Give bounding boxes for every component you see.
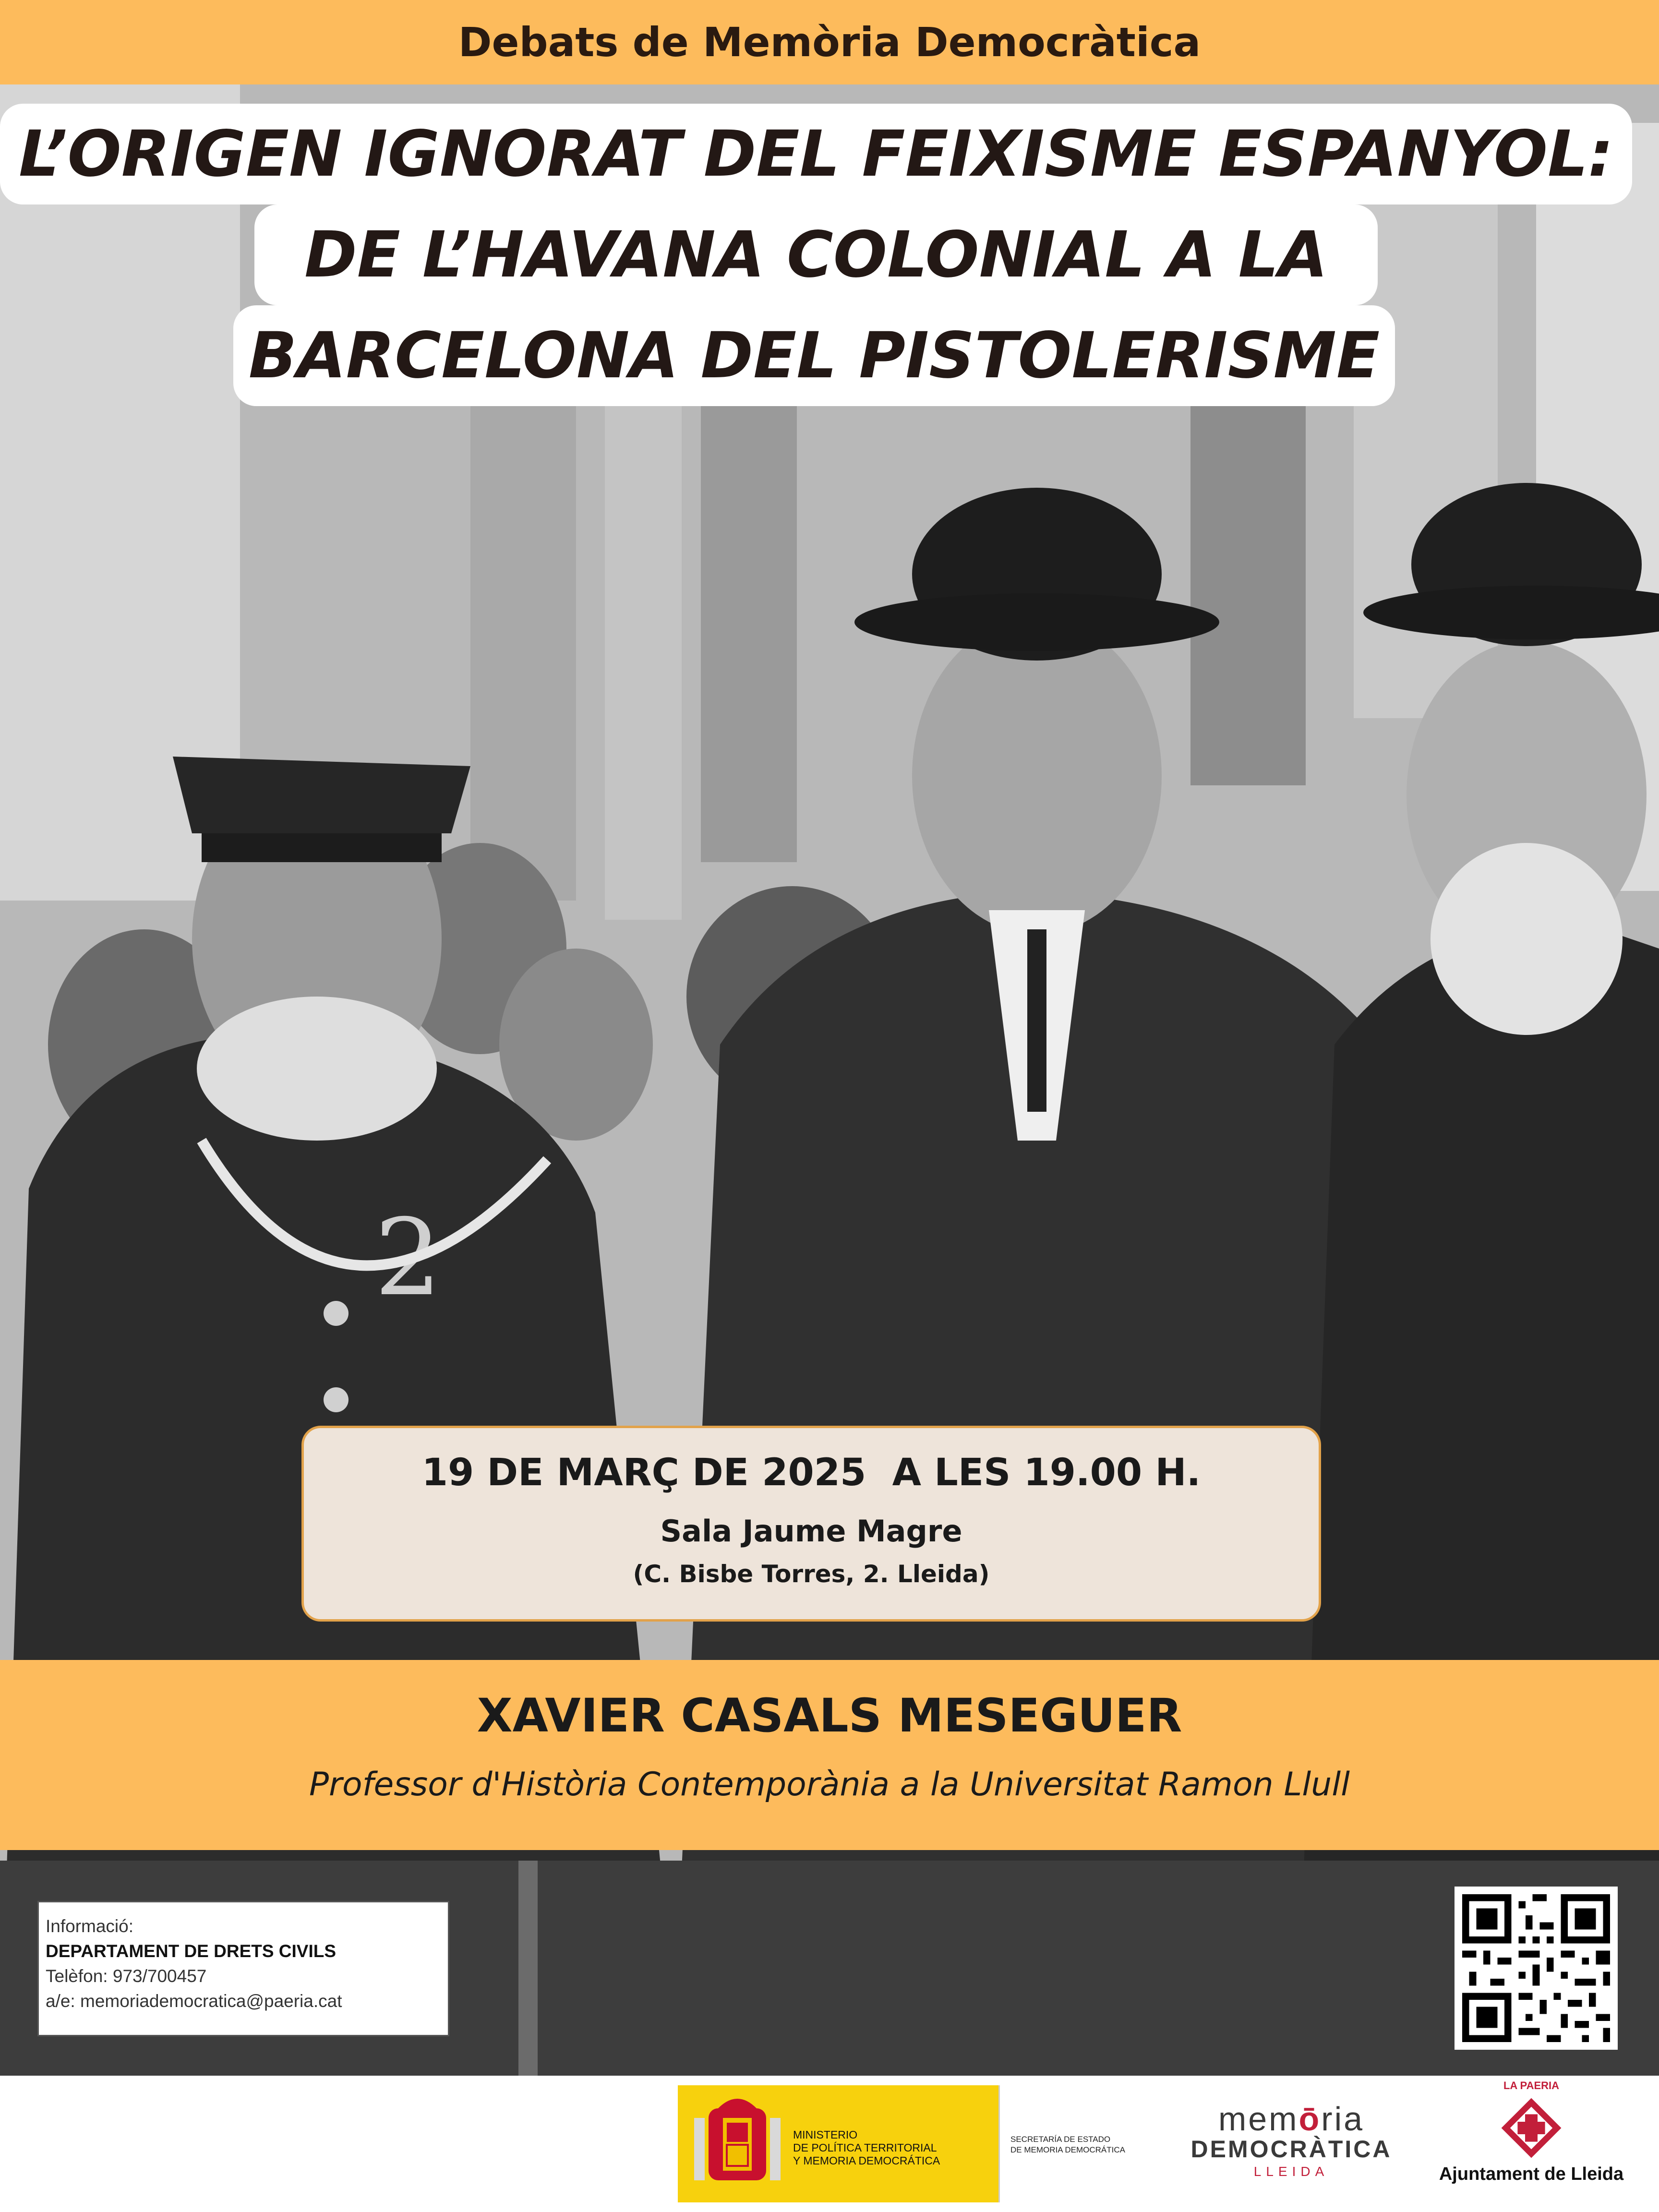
paeria-label: LA PAERIA: [1503, 2080, 1560, 2092]
title-line-3: BARCELONA DEL PISTOLERISME: [233, 305, 1395, 406]
memoria-top-b: ō: [1298, 2100, 1322, 2138]
info-email[interactable]: a/e: memoriademocratica@paeria.cat: [46, 1991, 342, 2011]
title-line-1: L’ORIGEN IGNORAT DEL FEIXISME ESPANYOL:: [0, 104, 1632, 204]
info-department: DEPARTAMENT DE DRETS CIVILS: [46, 1941, 337, 1961]
memoria-democratica-logo: [1186, 2100, 1397, 2179]
secretaria-line-2: DE MEMORIA DEMOCRÁTICA: [1010, 2145, 1125, 2154]
series-header: [0, 0, 1659, 84]
spain-coat-of-arms-icon: [689, 2089, 785, 2200]
ministry-line-2: DE POLÍTICA TERRITORIAL: [793, 2141, 937, 2154]
paeria-emblem-icon: [1500, 2097, 1563, 2159]
memoria-mid: DEMOCRÀTICA: [1190, 2136, 1392, 2163]
event-date-time: 19 DE MARÇ DE 2025 A LES 19.00 H.: [421, 1451, 1201, 1494]
speaker-role: Professor d'Història Contemporània a la Universitat Ramon Llull: [309, 1766, 1350, 1803]
title-line-2: DE L’HAVANA COLONIAL A LA: [254, 204, 1378, 305]
qr-code-icon: [1462, 1894, 1610, 2042]
ministry-line-3: Y MEMORIA DEMOCRÁTICA: [793, 2154, 940, 2167]
ministry-line-1: MINISTERIO: [793, 2128, 858, 2141]
secretaria-logo: [998, 2085, 1158, 2202]
info-label: Informació:: [46, 1916, 134, 1936]
uniform-number: 2: [374, 1196, 442, 1319]
event-address: (C. Bisbe Torres, 2. Lleida): [633, 1560, 990, 1588]
speaker-band: [0, 1660, 1659, 1850]
ajuntament-label: Ajuntament de Lleida: [1439, 2164, 1624, 2184]
speaker-name: XAVIER CASALS MESEGUER: [477, 1689, 1182, 1743]
event-details-box: [301, 1426, 1321, 1622]
ajuntament-lleida-logo: [1426, 2080, 1637, 2185]
info-phone: Telèfon: 973/700457: [46, 1966, 207, 1986]
memoria-top-c: ria: [1321, 2100, 1365, 2138]
secretaria-line-1: SECRETARÍA DE ESTADO: [1010, 2135, 1111, 2144]
contact-info-box: [37, 1901, 449, 2036]
memoria-bot: LLEIDA: [1253, 2164, 1329, 2179]
sponsor-footer: [0, 2076, 1659, 2212]
memoria-top-a: mem: [1218, 2100, 1299, 2138]
qr-code[interactable]: [1455, 1887, 1618, 2050]
event-venue: Sala Jaume Magre: [660, 1514, 962, 1549]
ministry-text: [793, 2128, 940, 2167]
ministry-logo: [678, 2085, 998, 2202]
series-title: Debats de Memòria Democràtica: [458, 19, 1201, 66]
